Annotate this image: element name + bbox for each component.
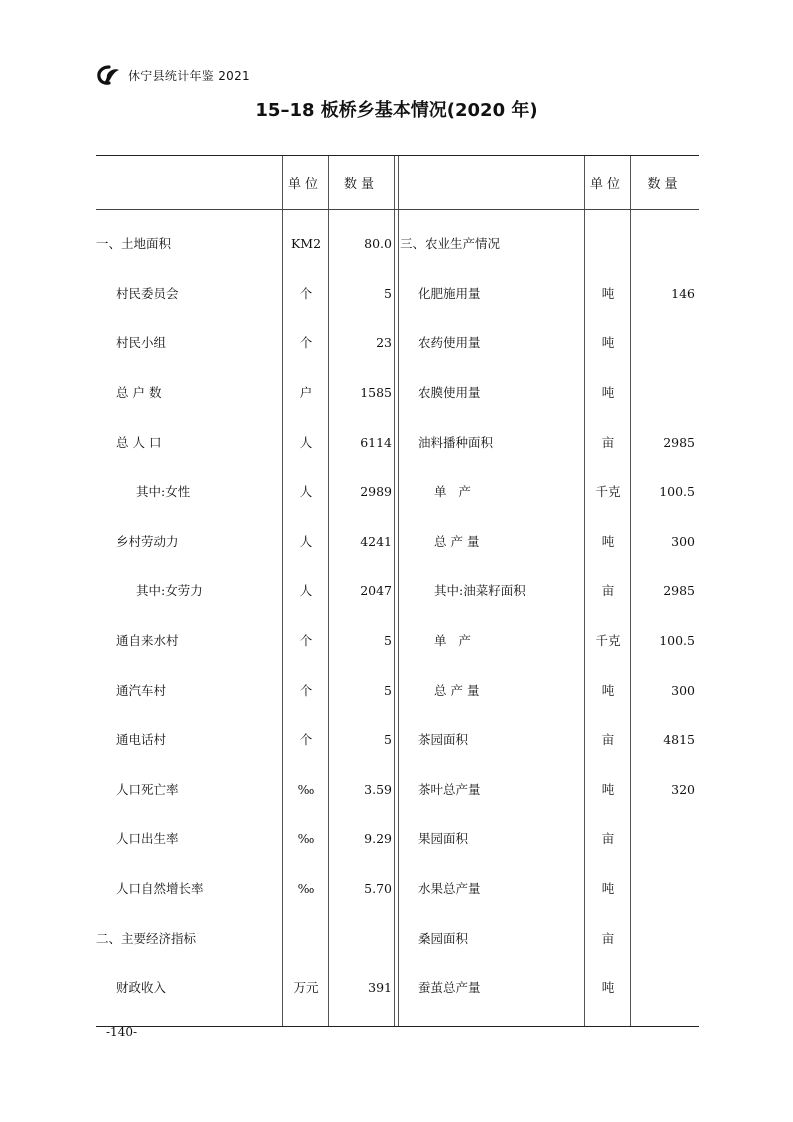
row-unit: 人	[299, 435, 313, 450]
row-label: 通汽车村	[116, 683, 167, 698]
row-label-right: 单 产	[434, 484, 471, 499]
row-value: 2989	[360, 484, 392, 499]
row-value-right: 2985	[663, 583, 695, 598]
row-value-right: 300	[671, 534, 695, 549]
row-value: 5	[384, 732, 392, 747]
row-value: 5	[384, 683, 392, 698]
row-value: 1585	[360, 385, 392, 400]
stats-table	[96, 155, 699, 1027]
row-unit-right: 亩	[601, 732, 615, 747]
row-label-right: 单 产	[434, 633, 471, 648]
row-label-right: 桑园面积	[418, 931, 469, 946]
row-unit: ‰	[297, 782, 315, 797]
row-label: 其中:女性	[136, 484, 191, 499]
row-value-right: 2985	[663, 435, 695, 450]
table-row	[96, 928, 699, 950]
row-unit: 个	[299, 683, 313, 698]
row-label: 人口自然增长率	[116, 881, 204, 896]
row-unit: 人	[299, 534, 313, 549]
row-value: 5	[384, 286, 392, 301]
yearbook-logo-icon	[96, 64, 122, 86]
table-row	[96, 332, 699, 354]
header-value-right: 数量	[647, 177, 682, 192]
table-row	[96, 233, 699, 255]
row-value: 2047	[360, 583, 392, 598]
row-label: 村民小组	[116, 335, 167, 350]
row-unit: 人	[299, 583, 313, 598]
book-title: 休宁县统计年鉴 2021	[128, 68, 250, 83]
row-unit-right: 吨	[601, 335, 615, 350]
row-unit: 个	[299, 335, 313, 350]
row-unit-right: 吨	[601, 782, 615, 797]
table-row	[96, 828, 699, 850]
row-label: 总 人 口	[116, 435, 162, 450]
row-label-right: 油料播种面积	[418, 435, 494, 450]
row-label-right: 蚕茧总产量	[418, 980, 481, 995]
row-label-right: 三、农业生产情况	[400, 236, 501, 251]
row-unit-right: 亩	[601, 931, 615, 946]
table-row	[96, 531, 699, 553]
row-unit-right: 吨	[601, 286, 615, 301]
row-value: 3.59	[364, 782, 392, 797]
row-value: 4241	[360, 534, 392, 549]
row-label: 通电话村	[116, 732, 167, 747]
row-unit-right: 千克	[595, 633, 621, 648]
row-unit: 个	[299, 732, 313, 747]
row-unit-right: 亩	[601, 435, 615, 450]
row-unit: 个	[299, 633, 313, 648]
row-label: 财政收入	[116, 980, 167, 995]
row-unit: 个	[299, 286, 313, 301]
row-unit-right: 吨	[601, 683, 615, 698]
page-number: -140-	[106, 1025, 138, 1039]
row-value: 5	[384, 633, 392, 648]
row-label-right: 果园面积	[418, 831, 469, 846]
row-label: 总 户 数	[116, 385, 162, 400]
row-value-right: 100.5	[659, 484, 695, 499]
table-row	[96, 630, 699, 652]
row-label-right: 其中:油菜籽面积	[434, 583, 526, 598]
row-value: 9.29	[364, 831, 392, 846]
row-unit: 户	[299, 385, 313, 400]
row-label-right: 总 产 量	[434, 683, 480, 698]
table-row	[96, 580, 699, 602]
row-label: 人口出生率	[116, 831, 179, 846]
row-value-right: 100.5	[659, 633, 695, 648]
row-value: 391	[368, 980, 392, 995]
row-label-right: 茶叶总产量	[418, 782, 481, 797]
row-unit: KM2	[290, 236, 322, 251]
row-value: 80.0	[364, 236, 392, 251]
row-label-right: 总 产 量	[434, 534, 480, 549]
row-label: 村民委员会	[116, 286, 179, 301]
row-label-right: 茶园面积	[418, 732, 469, 747]
row-label: 通自来水村	[116, 633, 179, 648]
table-row	[96, 977, 699, 999]
row-label-right: 化肥施用量	[418, 286, 481, 301]
row-unit-right: 亩	[601, 583, 615, 598]
row-label: 二、主要经济指标	[96, 931, 197, 946]
row-label: 乡村劳动力	[116, 534, 179, 549]
table-row	[96, 382, 699, 404]
row-value: 23	[376, 335, 392, 350]
row-unit-right: 千克	[595, 484, 621, 499]
row-label-right: 水果总产量	[418, 881, 481, 896]
row-value-right: 146	[671, 286, 695, 301]
page-title: 15–18 板桥乡基本情况(2020 年)	[255, 100, 538, 121]
row-value-right: 4815	[663, 732, 695, 747]
table-row	[96, 481, 699, 503]
row-unit: 万元	[293, 980, 319, 995]
row-unit-right: 吨	[601, 385, 615, 400]
header-unit-right: 单位	[589, 177, 624, 192]
row-unit: 人	[299, 484, 313, 499]
table-row	[96, 779, 699, 801]
row-label-right: 农药使用量	[418, 335, 481, 350]
row-label: 其中:女劳力	[136, 583, 203, 598]
header-separator	[96, 209, 699, 210]
row-value: 5.70	[364, 881, 392, 896]
row-unit-right: 亩	[601, 831, 615, 846]
header-unit: 单位	[287, 177, 322, 192]
row-value-right: 300	[671, 683, 695, 698]
page-header	[96, 64, 250, 86]
row-unit-right: 吨	[601, 980, 615, 995]
row-unit: ‰	[297, 831, 315, 846]
table-row	[96, 680, 699, 702]
table-row	[96, 432, 699, 454]
header-value: 数量	[343, 177, 378, 192]
row-value-right: 320	[671, 782, 695, 797]
row-label: 一、土地面积	[96, 236, 172, 251]
table-row	[96, 729, 699, 751]
table-row	[96, 878, 699, 900]
row-unit: ‰	[297, 881, 315, 896]
row-value: 6114	[360, 435, 392, 450]
row-unit-right: 吨	[601, 881, 615, 896]
row-label-right: 农膜使用量	[418, 385, 481, 400]
row-unit-right: 吨	[601, 534, 615, 549]
table-row	[96, 283, 699, 305]
row-label: 人口死亡率	[116, 782, 179, 797]
